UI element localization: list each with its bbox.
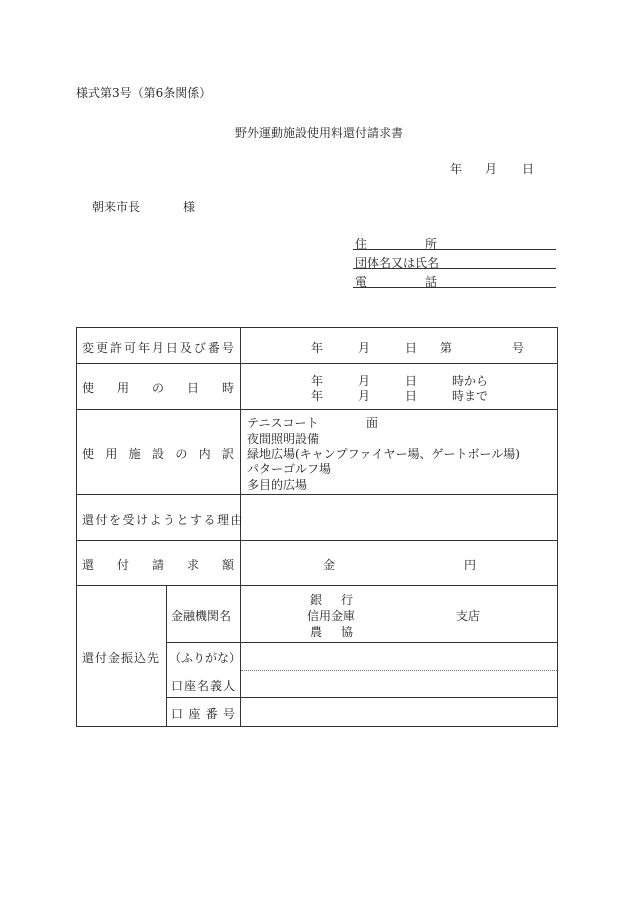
row1-label (82, 339, 234, 356)
bank-option-nokyo-1: 農 (310, 625, 323, 639)
label-char: 更 (95, 341, 108, 355)
label-char: の (151, 381, 164, 395)
date-month: 月 (485, 162, 498, 176)
from-day: 日 (405, 374, 418, 388)
bank-option-bank-2: 行 (341, 593, 354, 607)
label-char: 号 (222, 707, 235, 721)
facility-putter-golf: パターゴルフ場 (247, 462, 332, 476)
label-char: 年 (137, 341, 150, 355)
name-line[interactable] (353, 268, 556, 269)
label-char: 義 (209, 679, 222, 693)
document-title: 野外運動施設使用料還付請求書 (235, 126, 404, 140)
label-char: 番 (207, 341, 220, 355)
label-char: 設 (151, 447, 164, 461)
amount-kin: 金 (323, 558, 336, 572)
row-divider (76, 585, 557, 586)
phone-label-1: 電 (355, 275, 368, 289)
column-divider (166, 585, 167, 726)
bank-option-bank-1: 銀 (310, 593, 323, 607)
row-divider (166, 642, 557, 643)
row2-label (82, 379, 234, 396)
to-day: 日 (405, 389, 418, 403)
label-char: 号 (221, 341, 234, 355)
reason-field[interactable] (242, 496, 554, 539)
label-char: 及 (179, 341, 192, 355)
row1-year: 年 (311, 341, 324, 355)
label-char: 内 (198, 447, 211, 461)
label-char: 座 (188, 707, 201, 721)
row-divider (76, 409, 557, 410)
from-time: 時から (452, 374, 489, 388)
label-char: 使 (82, 381, 95, 395)
row1-month: 月 (358, 341, 371, 355)
label-char: 日 (186, 381, 199, 395)
bank-label: 金融機関名 (171, 609, 232, 623)
label-char: 求 (186, 558, 199, 572)
to-year: 年 (311, 389, 324, 403)
addressee-honorific: 様 (183, 200, 196, 214)
facility-tennis: テニスコート (247, 416, 319, 430)
label-char: 施 (128, 447, 141, 461)
furigana-field[interactable] (242, 644, 554, 668)
addressee-name: 朝来市長 (92, 200, 141, 214)
label-char: 額 (221, 558, 234, 572)
facility-greenery: 緑地広場(キャンプファイヤー場、ゲートボール場) (247, 447, 520, 461)
address-label-2: 所 (425, 237, 438, 251)
name-label: 団体名又は氏名 (355, 256, 440, 270)
row-divider (166, 697, 557, 698)
form-number: 様式第3号（第6条関係） (76, 86, 212, 100)
label-char: 口 (171, 707, 184, 721)
address-label-1: 住 (355, 237, 368, 251)
date-year: 年 (450, 162, 463, 176)
row-divider (76, 363, 557, 364)
label-char: 変 (82, 341, 95, 355)
label-char: 使 (82, 447, 95, 461)
holder-label (171, 677, 235, 694)
row-divider (76, 540, 557, 541)
row1-day: 日 (405, 341, 418, 355)
label-char: 請 (151, 558, 164, 572)
label-char: 許 (109, 341, 122, 355)
row6-label: 還付金振込先 (82, 651, 161, 665)
label-char: 番 (205, 707, 218, 721)
facility-night-light: 夜間照明設備 (247, 432, 320, 446)
label-char: 還 (82, 558, 95, 572)
to-time: 時まで (452, 389, 489, 403)
label-char: び (193, 341, 206, 355)
label-char: 可 (123, 341, 136, 355)
label-char: 時 (221, 381, 234, 395)
facility-tennis-unit: 面 (366, 416, 379, 430)
account-number-field[interactable] (242, 699, 554, 724)
bank-option-nokyo-2: 協 (341, 625, 354, 639)
row3-label (82, 445, 234, 462)
to-month: 月 (358, 389, 371, 403)
label-char: 月 (151, 341, 164, 355)
label-char: 口 (171, 679, 184, 693)
account-number-label (171, 705, 235, 722)
label-char: 付 (116, 558, 129, 572)
label-char: 用 (105, 447, 118, 461)
row1-go: 号 (512, 341, 525, 355)
row5-label (82, 556, 234, 573)
label-char: 訳 (221, 447, 234, 461)
from-year: 年 (311, 374, 324, 388)
row1-dai: 第 (440, 341, 453, 355)
amount-en: 円 (464, 558, 477, 572)
facility-multipurpose: 多目的広場 (247, 478, 308, 492)
label-char: 人 (222, 679, 235, 693)
label-char: 用 (116, 381, 129, 395)
dotted-divider (241, 670, 557, 671)
label-char: 日 (165, 341, 178, 355)
label-char: 座 (183, 679, 196, 693)
row4-label: 還付を受けようとする理由 (82, 513, 245, 527)
label-char: の (175, 447, 188, 461)
from-month: 月 (358, 374, 371, 388)
date-day: 日 (522, 162, 535, 176)
row-divider (76, 494, 557, 495)
bank-option-shinkin: 信用金庫 (307, 609, 356, 623)
branch-label: 支店 (456, 609, 481, 623)
address-line[interactable] (353, 249, 556, 250)
label-char: 名 (196, 679, 209, 693)
furigana-label: （ふりがな） (169, 651, 242, 665)
phone-line[interactable] (353, 287, 556, 288)
holder-field[interactable] (242, 672, 554, 696)
phone-label-2: 話 (425, 275, 438, 289)
